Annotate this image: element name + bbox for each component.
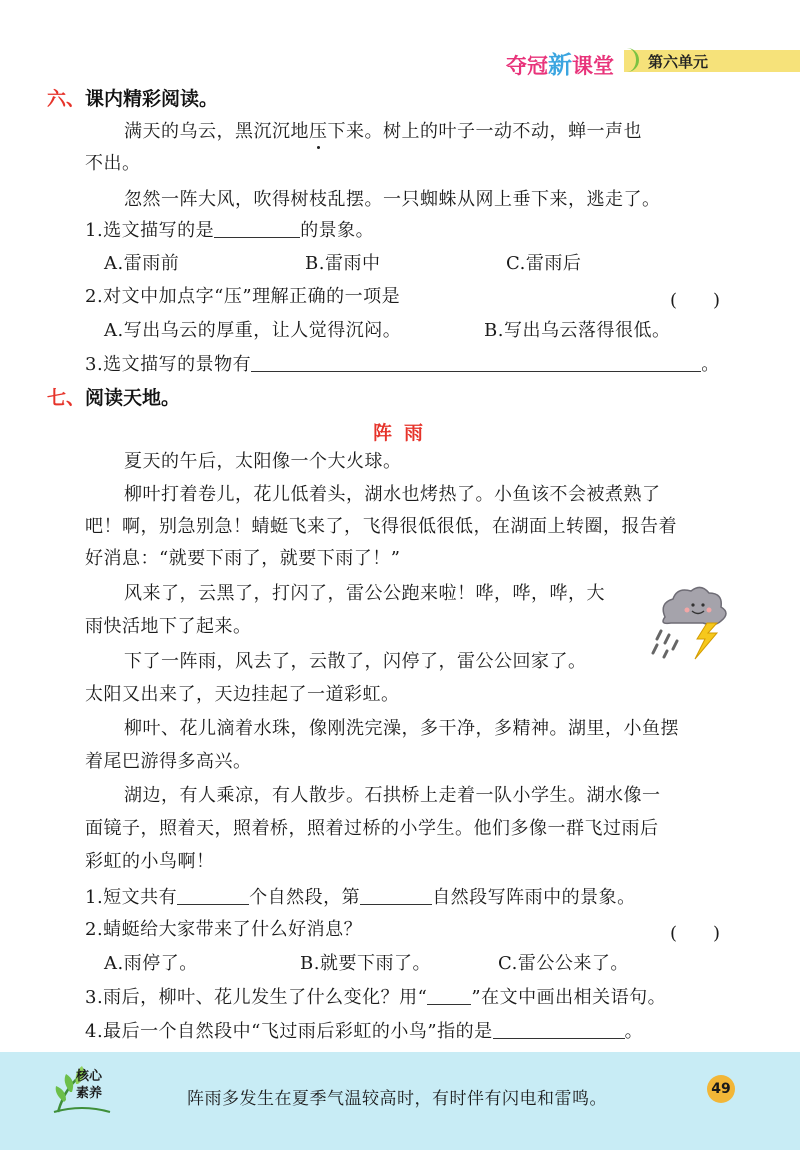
question-6-3: 3.选文描写的景物有 。 (85, 354, 720, 375)
underline-sample (427, 986, 471, 1005)
option-a: A.雷雨前 (104, 253, 180, 274)
answer-parentheses[interactable]: ( ) (670, 290, 721, 311)
passage-line: 满天的乌云，黑沉沉地压下来。树上的叶子一动不动，蝉一声也 (124, 121, 642, 142)
unit-label: 第六单元 (648, 53, 709, 71)
storm-cloud-icon (645, 583, 735, 663)
article-line: 吧！啊，别急别急！蜻蜓飞来了，飞得很低很低，在湖面上转圈，报告着 (85, 516, 677, 537)
option-b: B.写出乌云落得很低。 (484, 320, 671, 341)
article-line: 雨快活地下了起来。 (85, 616, 252, 637)
answer-blank[interactable] (177, 886, 249, 905)
footer-tip: 阵雨多发生在夏季气温较高时，有时伴有闪电和雷鸣。 (187, 1089, 607, 1109)
article-line: 夏天的午后，太阳像一个大火球。 (124, 451, 402, 472)
passage-line: 不出。 (85, 153, 141, 174)
page-number: 49 (707, 1075, 735, 1103)
dotted-character: 压 (309, 121, 328, 142)
answer-blank[interactable] (251, 353, 701, 372)
article-line: 好消息：“就要下雨了，就要下雨了！” (85, 548, 401, 569)
article-line: 柳叶、花儿滴着水珠，像刚洗完澡，多干净，多精神。湖里，小鱼摆 (124, 718, 679, 739)
answer-parentheses[interactable]: ( ) (670, 923, 721, 944)
article-title: 阵雨 (373, 422, 436, 444)
option-a: A.雨停了。 (104, 953, 198, 974)
article-line: 彩虹的小鸟啊！ (85, 851, 215, 872)
core-literacy-label: 核心 素养 (76, 1069, 103, 1101)
article-line: 柳叶打着卷儿，花儿低着头，湖水也烤热了。小鱼该不会被煮熟了 (124, 484, 661, 505)
question-7-3: 3.雨后，柳叶、花儿发生了什么变化？用“ ”在文中画出相关语句。 (85, 987, 667, 1008)
article-line: 面镜子，照着天，照着桥，照着过桥的小学生。他们多像一群飞过雨后 (85, 818, 659, 839)
question-7-2: 2.蜻蜓给大家带来了什么好消息？ (85, 919, 363, 940)
brand-header (506, 46, 800, 79)
article-line: 风来了，云黑了，打闪了，雷公公跑来啦！哗，哗，哗，大 (124, 583, 605, 604)
option-c: C.雷公公来了。 (498, 953, 629, 974)
answer-blank[interactable] (214, 219, 300, 238)
article-line: 下了一阵雨，风去了，云散了，闪停了，雷公公回家了。 (124, 651, 587, 672)
answer-blank[interactable] (360, 886, 432, 905)
section-7-heading: 七、阅读天地。 (47, 387, 181, 409)
question-6-2: 2.对文中加点字“压”理解正确的一项是 (85, 286, 401, 307)
passage-line: 忽然一阵大风，吹得树枝乱摆。一只蜘蛛从网上垂下来，逃走了。 (124, 189, 661, 210)
question-7-1: 1.短文共有 个自然段，第 自然段写阵雨中的景象。 (85, 887, 636, 908)
article-line: 湖边，有人乘凉，有人散步。石拱桥上走着一队小学生。湖水像一 (124, 785, 661, 806)
option-c: C.雷雨后 (506, 253, 582, 274)
option-b: B.就要下雨了。 (300, 953, 431, 974)
section-6-heading: 六、课内精彩阅读。 (47, 88, 219, 110)
brand-logo: 夺冠新课堂 (506, 51, 614, 79)
question-6-1: 1.选文描写的是 的景象。 (85, 220, 375, 241)
article-line: 着尾巴游得多高兴。 (85, 751, 252, 772)
answer-blank[interactable] (493, 1020, 625, 1039)
question-7-4: 4.最后一个自然段中“飞过雨后彩虹的小鸟”指的是 。 (85, 1021, 644, 1042)
option-b: B.雷雨中 (305, 253, 381, 274)
article-line: 太阳又出来了，天边挂起了一道彩虹。 (85, 684, 400, 705)
option-a: A.写出乌云的厚重，让人觉得沉闷。 (104, 320, 402, 341)
